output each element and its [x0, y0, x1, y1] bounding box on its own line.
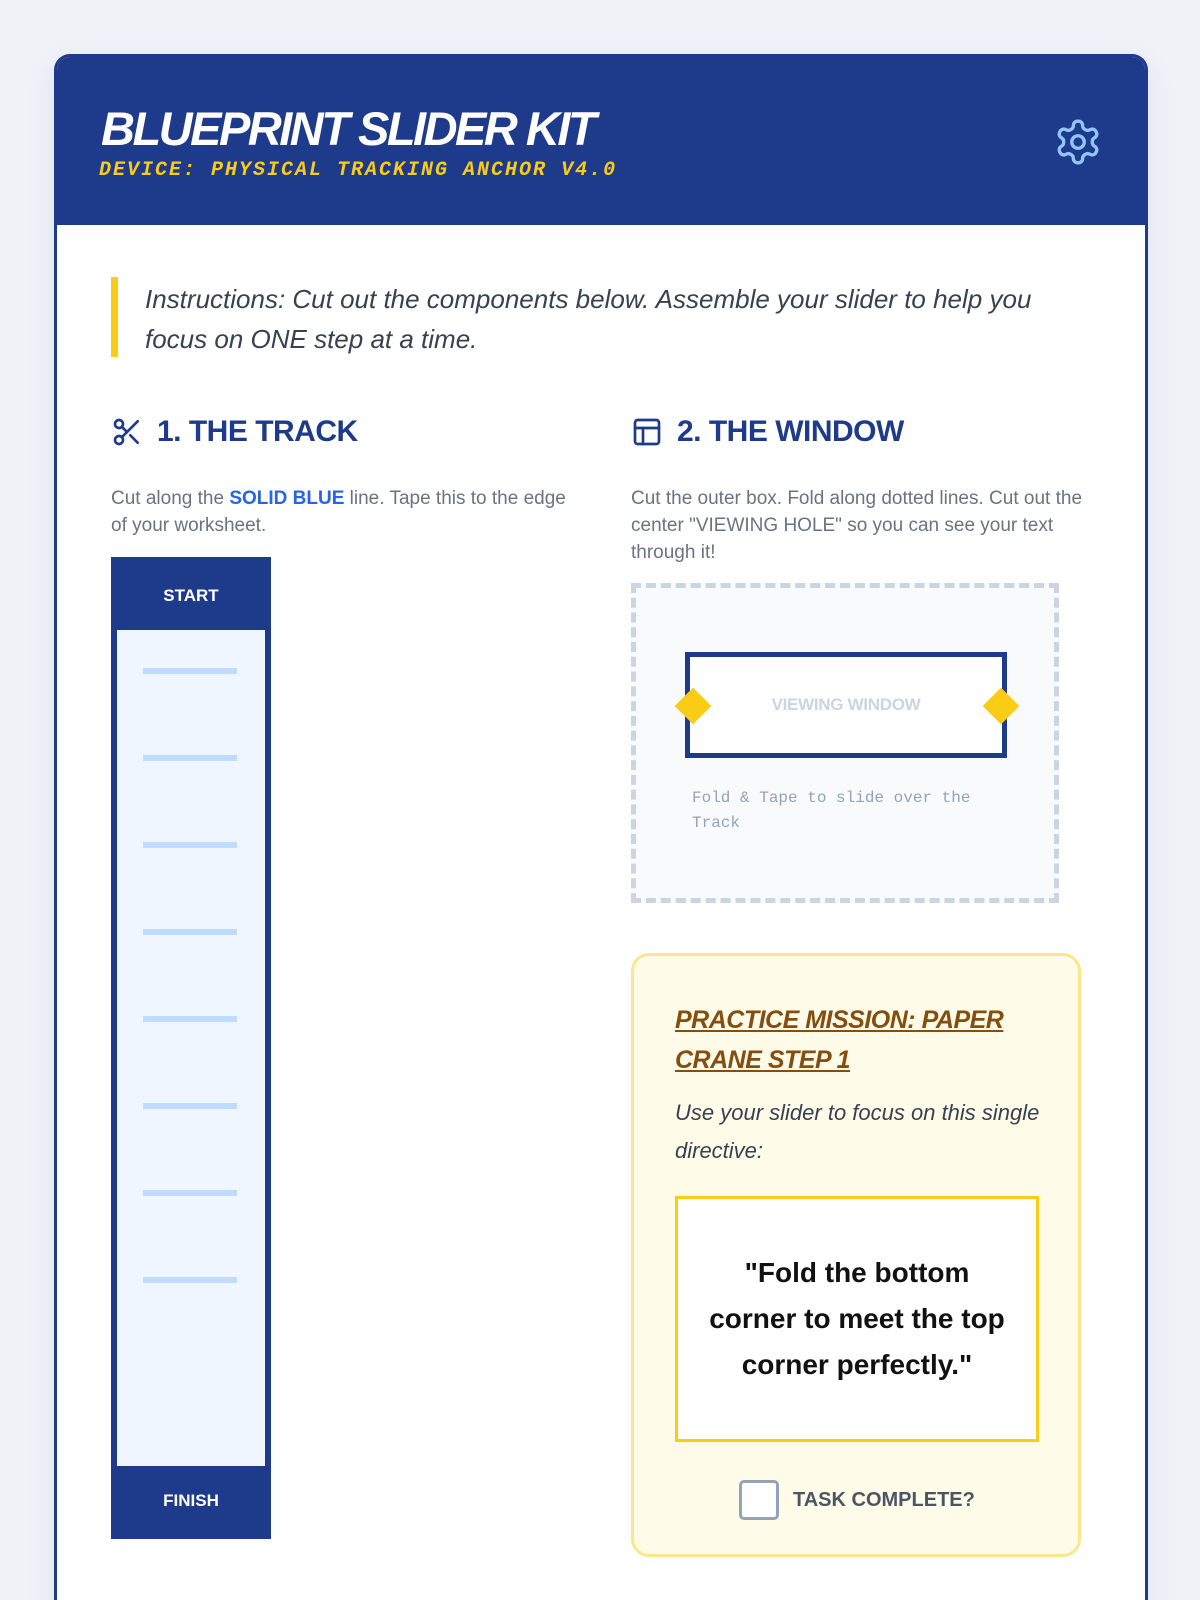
- window-cutout[interactable]: [631, 583, 1059, 903]
- track-tick: [143, 1103, 237, 1109]
- practice-mission-card: [631, 953, 1081, 1557]
- track-desc-after: line. Tape this to the edge of your worksheet.: [111, 488, 566, 536]
- track-heading-label: 1. THE TRACK: [157, 415, 358, 448]
- layout-icon: [631, 416, 663, 448]
- task-complete-checkbox[interactable]: [739, 1480, 779, 1520]
- track-heading: [111, 415, 358, 449]
- window-heading-label: 2. THE WINDOW: [677, 415, 904, 448]
- track-tick: [143, 929, 237, 935]
- track-desc-before: Cut along the: [111, 488, 230, 509]
- track-tick: [143, 1016, 237, 1022]
- track-desc-highlight: SOLID BLUE: [229, 488, 345, 509]
- task-complete-label: TASK COMPLETE?: [793, 1488, 975, 1511]
- mission-subtitle: Use your slider to focus on this single directive:: [675, 1100, 1040, 1163]
- mission-title: PRACTICE MISSION: PAPER CRANE STEP 1: [675, 1006, 1004, 1074]
- mission-directive: "Fold the bottom corner to meet the top corner perfectly.": [675, 1196, 1039, 1442]
- track-finish-label: FINISH: [163, 1491, 219, 1510]
- window-description: Cut the outer box. Fold along dotted lines. Cut out the center "VIEWING HOLE" so you can see your text through it!: [631, 488, 1083, 563]
- header: [57, 57, 1145, 225]
- track-inner: [117, 630, 265, 1466]
- device-subtitle: DEVICE: PHYSICAL TRACKING ANCHOR V4.0: [99, 159, 618, 182]
- track-strip[interactable]: [111, 557, 271, 1539]
- track-tick: [143, 668, 237, 674]
- viewing-window: [685, 652, 1007, 758]
- instructions: Instructions: Cut out the components below. Assemble your slider to help you focus on ONE step at a time.: [111, 277, 1091, 357]
- track-tick: [143, 1190, 237, 1196]
- track-tick: [143, 755, 237, 761]
- track-tick: [143, 1277, 237, 1283]
- kit-card: [54, 54, 1148, 1600]
- task-complete-toggle[interactable]: [739, 1480, 975, 1520]
- page-title: BLUEPRINT SLIDER KIT: [101, 102, 595, 155]
- track-start-label: START: [163, 586, 219, 605]
- track-tick: [143, 842, 237, 848]
- track-description: [111, 485, 581, 539]
- gear-icon[interactable]: [1053, 117, 1103, 167]
- scissors-icon: [111, 416, 143, 448]
- viewing-window-label: VIEWING WINDOW: [771, 695, 921, 714]
- fold-note: Fold & Tape to slide over the Track: [692, 789, 971, 832]
- window-heading: [631, 415, 904, 449]
